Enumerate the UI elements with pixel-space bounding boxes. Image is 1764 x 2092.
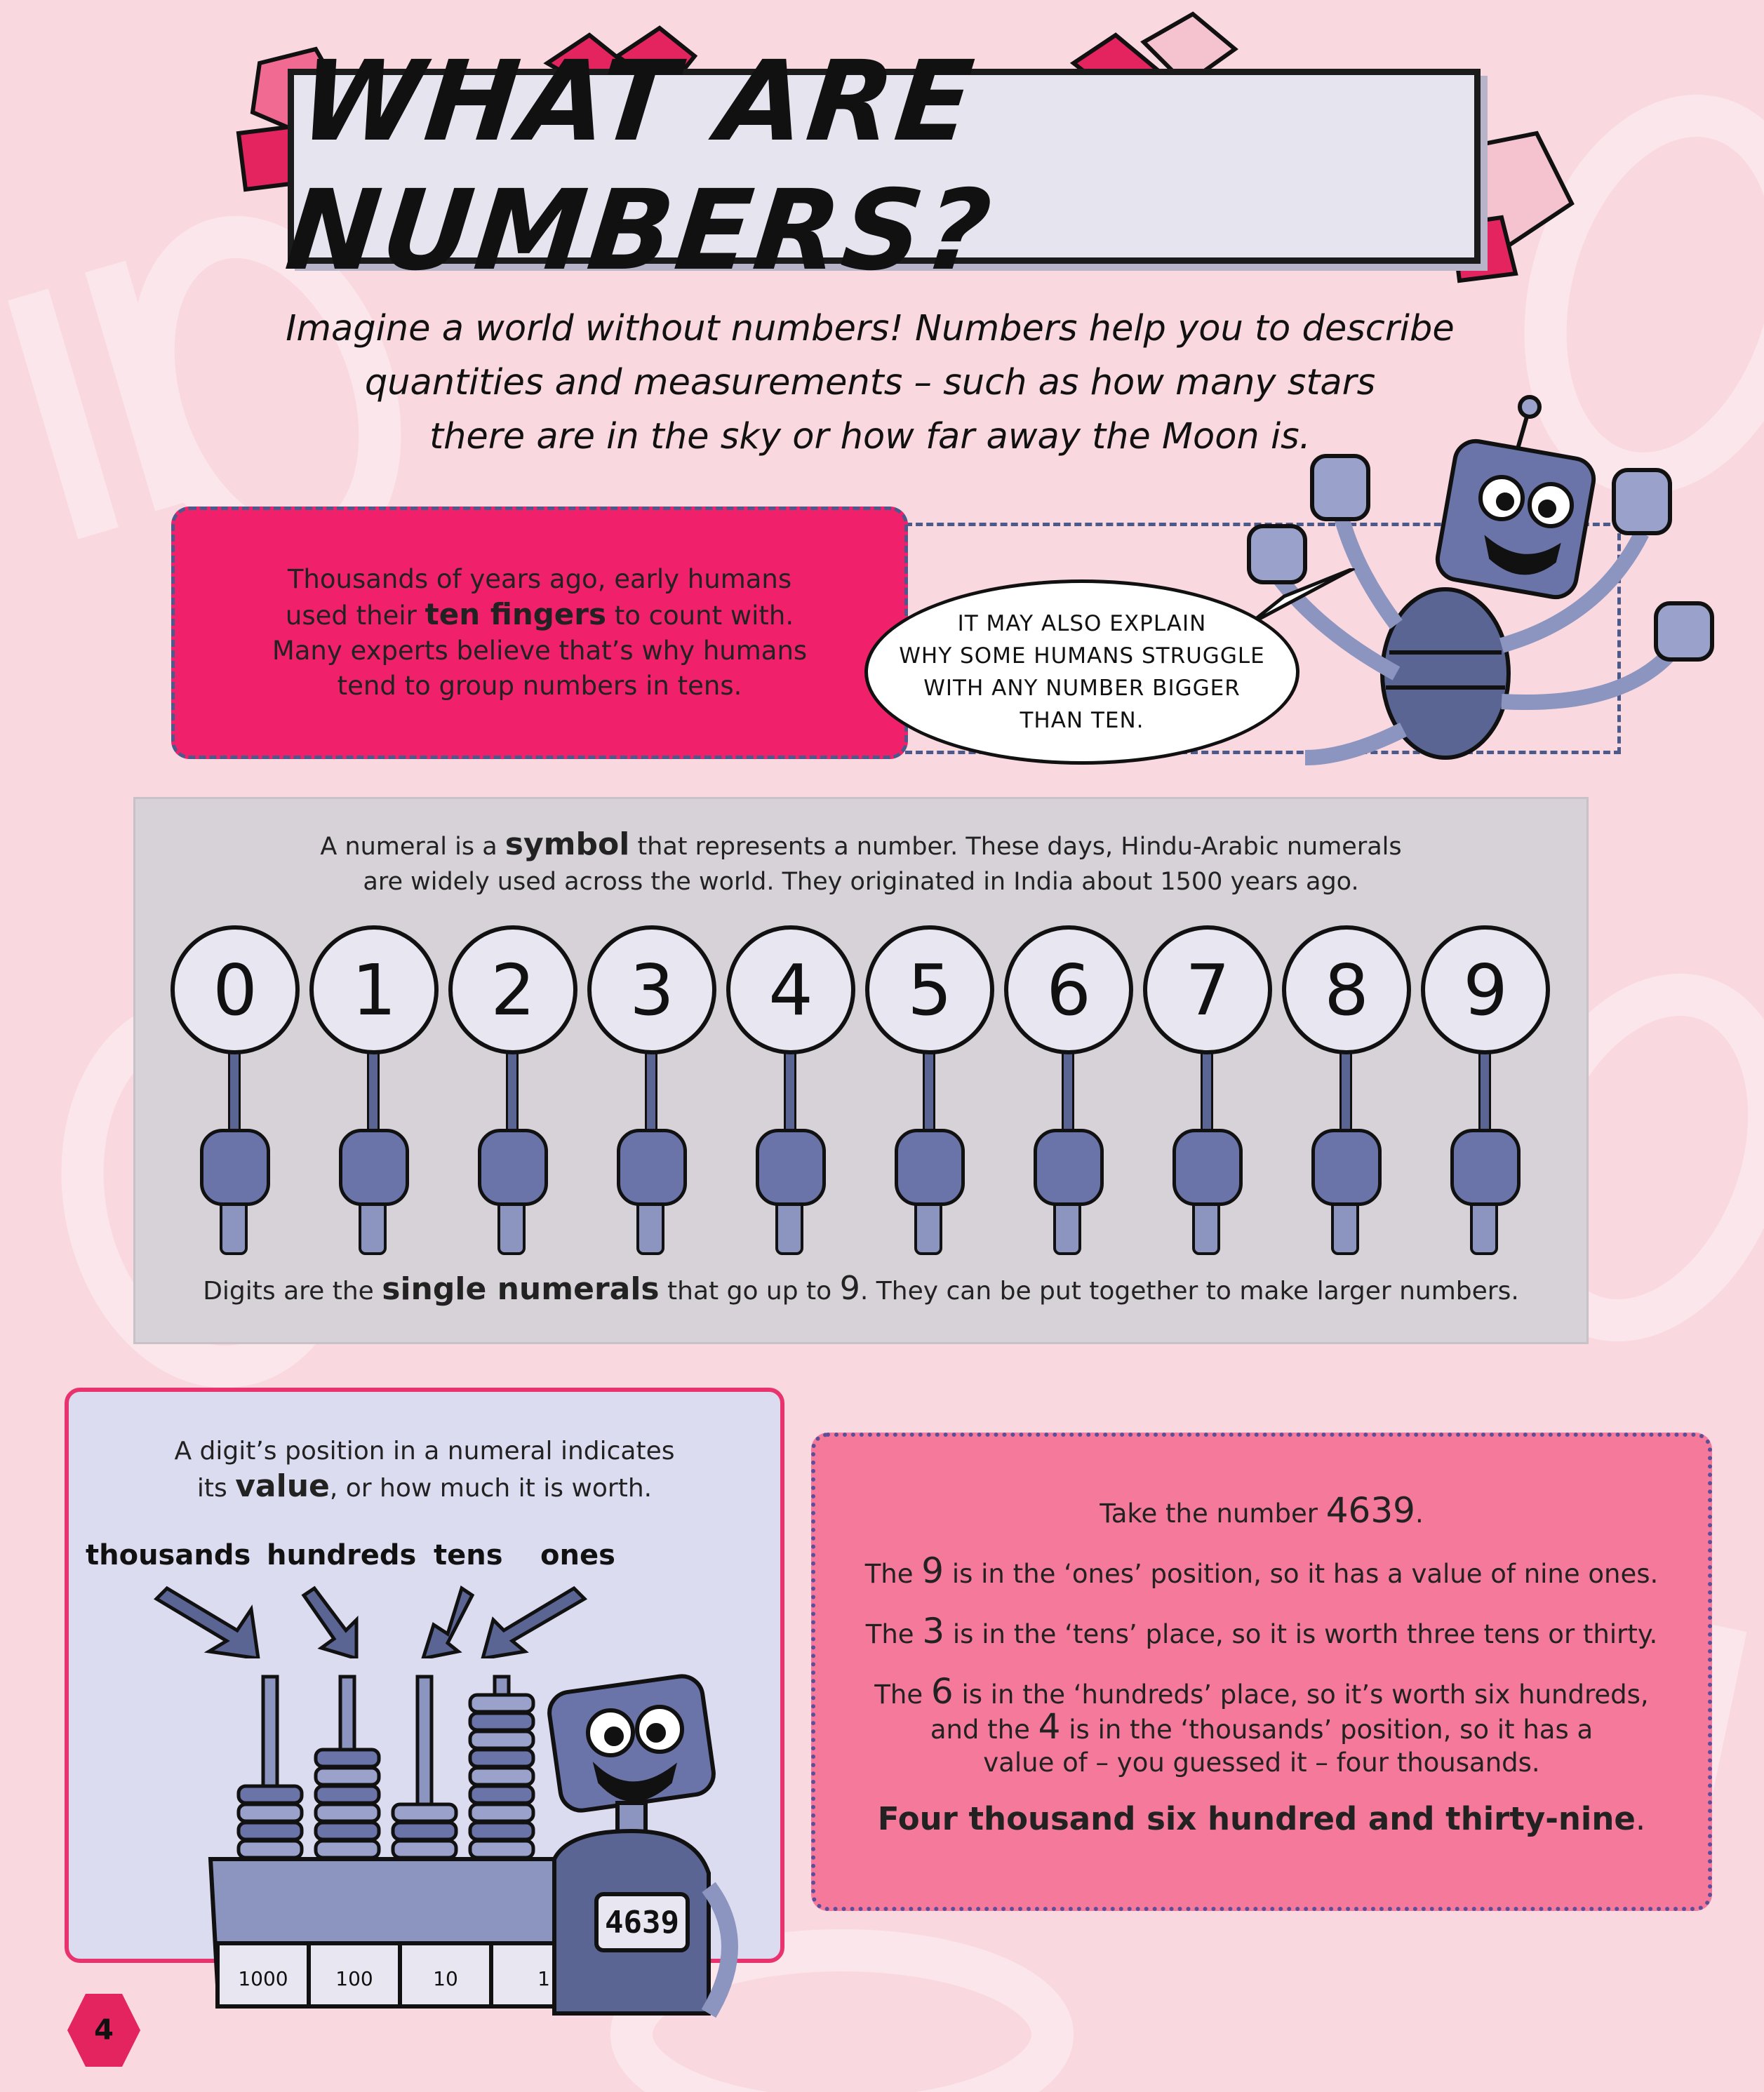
number-in-words: Four thousand six hundred and thirty-nine xyxy=(877,1800,1636,1837)
single-numerals-emphasis: single numerals xyxy=(382,1271,660,1307)
fingers-box xyxy=(171,507,908,759)
intro-line: Imagine a world without numbers! Numbers help you to describe xyxy=(286,308,1455,349)
abacus-bead xyxy=(316,1750,379,1766)
abacus-bead xyxy=(470,1768,533,1785)
arrow-thousands-icon xyxy=(156,1588,258,1658)
label-ones: ones xyxy=(540,1539,615,1571)
label-thousands: thousands xyxy=(86,1539,251,1571)
fingers-text: used their xyxy=(285,601,425,631)
example-line-4 xyxy=(815,1671,1708,1712)
robot-hand-icon xyxy=(339,1129,409,1206)
abacus-bead xyxy=(470,1786,533,1803)
robot-hand-icon xyxy=(1450,1129,1521,1206)
abacus-label-1: 1 xyxy=(537,1967,550,1990)
fingers-line xyxy=(272,597,807,633)
pointer-arrows xyxy=(69,1581,780,1658)
robot-hand-icon xyxy=(1034,1129,1104,1206)
example-text: Take the number xyxy=(1100,1498,1326,1529)
example-text: is in the ‘thousands’ position, so it has a xyxy=(1060,1715,1593,1745)
title-banner xyxy=(280,37,1481,295)
example-text: . xyxy=(1415,1498,1424,1529)
arrow-ones-icon xyxy=(483,1588,584,1658)
robot-hand-icon xyxy=(200,1129,270,1206)
abacus-bead xyxy=(470,1731,533,1748)
digit-disc: 9 xyxy=(1421,925,1550,1054)
example-text: The xyxy=(864,1559,922,1589)
abacus-bead xyxy=(470,1750,533,1766)
example-digit: 9 xyxy=(921,1550,944,1591)
abacus-bead xyxy=(239,1804,302,1821)
digits-text: . They can be put together to make larger numbers. xyxy=(860,1277,1519,1306)
digit-nine: 9 xyxy=(839,1269,860,1307)
example-number: 4639 xyxy=(1325,1490,1415,1531)
bubble-line: IT MAY ALSO EXPLAIN xyxy=(957,611,1207,636)
abacus-label-100: 100 xyxy=(335,1967,373,1990)
abacus-bead xyxy=(239,1823,302,1839)
example-text: and the xyxy=(930,1715,1038,1745)
place-value-text: , or how much it is worth. xyxy=(329,1474,653,1503)
example-text: . xyxy=(1635,1800,1646,1837)
bubble-line: THAN TEN. xyxy=(1020,708,1144,733)
digit-disc: 0 xyxy=(171,925,300,1054)
abacus-bead xyxy=(470,1713,533,1730)
example-text: is in the ‘ones’ position, so it has a value of nine ones. xyxy=(944,1559,1659,1589)
digits-explanation xyxy=(135,1270,1586,1309)
page-number: 4 xyxy=(94,2014,114,2046)
abacus-bead xyxy=(393,1823,456,1839)
robot-hand-icon xyxy=(478,1129,548,1206)
place-value-intro xyxy=(69,1434,780,1506)
abacus-bead xyxy=(316,1786,379,1803)
robot-hand-icon xyxy=(895,1129,965,1206)
example-conclusion xyxy=(815,1802,1708,1837)
numeral-line: are widely used across the world. They originated in India about 1500 years ago. xyxy=(363,868,1359,896)
abacus-bead xyxy=(239,1841,302,1858)
label-tens: tens xyxy=(434,1539,503,1571)
numeral-line xyxy=(135,827,1586,864)
bubble-line: WHY SOME HUMANS STRUGGLE xyxy=(899,643,1265,669)
numeral-definition xyxy=(135,827,1586,899)
digit-sign xyxy=(441,925,582,1255)
example-digit: 4 xyxy=(1038,1706,1061,1747)
digit-sign xyxy=(858,925,998,1255)
digit-sign xyxy=(580,925,721,1255)
example-line-5 xyxy=(815,1706,1708,1748)
intro-line: there are in the sky or how far away the Moon is. xyxy=(429,416,1311,457)
digit-sign xyxy=(1136,925,1276,1255)
arrow-tens-icon xyxy=(423,1588,472,1658)
fingers-line: Thousands of years ago, early humans xyxy=(287,564,792,594)
example-text: The xyxy=(874,1679,931,1710)
bubble-line: WITH ANY NUMBER BIGGER xyxy=(923,676,1241,701)
abacus-bead xyxy=(239,1786,302,1803)
example-text: is in the ‘tens’ place, so it is worth three tens or thirty. xyxy=(944,1619,1658,1649)
page-title: WHAT ARE NUMBERS? xyxy=(280,37,1000,295)
place-value-text: its xyxy=(196,1474,236,1503)
digit-disc: 5 xyxy=(865,925,994,1054)
robot-display-value: 4639 xyxy=(605,1905,679,1940)
robot-hand-icon xyxy=(1311,1129,1382,1206)
abacus-bead xyxy=(470,1823,533,1839)
digit-disc: 7 xyxy=(1143,925,1272,1054)
digit-disc: 8 xyxy=(1282,925,1411,1054)
digit-sign xyxy=(1414,925,1554,1255)
example-digit: 6 xyxy=(930,1671,954,1712)
example-line-3 xyxy=(815,1611,1708,1652)
digit-signs-row xyxy=(135,925,1591,1255)
robot-hand-icon xyxy=(617,1129,687,1206)
numeral-text: A numeral is a xyxy=(320,833,505,861)
digit-disc: 6 xyxy=(1004,925,1133,1054)
digit-sign xyxy=(1275,925,1415,1255)
abacus-bead xyxy=(316,1823,379,1839)
abacus-bead xyxy=(393,1804,456,1821)
numerals-panel xyxy=(133,797,1589,1344)
example-text: is in the ‘hundreds’ place, so it’s worth six hundreds, xyxy=(953,1679,1649,1710)
ten-fingers-emphasis: ten fingers xyxy=(425,597,607,631)
digit-sign xyxy=(997,925,1137,1255)
example-text: The xyxy=(865,1619,923,1649)
fingers-line: Many experts believe that’s why humans xyxy=(272,636,808,666)
example-line-6: value of – you guessed it – four thousands. xyxy=(983,1748,1540,1778)
digit-disc: 1 xyxy=(309,925,439,1054)
robot-hand-icon xyxy=(756,1129,826,1206)
abacus-bead xyxy=(470,1804,533,1821)
example-line-1 xyxy=(815,1490,1708,1531)
intro-line: quantities and measurements – such as how many stars xyxy=(364,362,1376,403)
symbol-emphasis: symbol xyxy=(505,826,630,862)
abacus-bead xyxy=(316,1804,379,1821)
example-box xyxy=(811,1433,1712,1911)
digits-text: Digits are the xyxy=(203,1277,382,1306)
page-number-badge xyxy=(65,1991,143,2070)
digit-sign xyxy=(302,925,443,1255)
place-value-line xyxy=(69,1469,780,1506)
label-hundreds: hundreds xyxy=(267,1539,417,1571)
speech-bubble xyxy=(864,579,1299,765)
digit-disc: 4 xyxy=(726,925,855,1054)
example-line-2 xyxy=(815,1550,1708,1592)
example-digit: 3 xyxy=(922,1611,945,1651)
value-emphasis: value xyxy=(235,1468,330,1504)
digit-sign xyxy=(163,925,304,1255)
abacus-label-10: 10 xyxy=(433,1967,458,1990)
fingers-line: tend to group numbers in tens. xyxy=(337,671,742,701)
abacus-illustration xyxy=(203,1649,765,2049)
robot-hand-icon xyxy=(1172,1129,1243,1206)
digits-text: that go up to xyxy=(659,1277,840,1306)
abacus-bead xyxy=(393,1841,456,1858)
abacus-bead xyxy=(316,1841,379,1858)
digit-disc: 3 xyxy=(587,925,716,1054)
digit-disc: 2 xyxy=(448,925,577,1054)
abacus-bead xyxy=(470,1841,533,1858)
abacus-bead xyxy=(316,1768,379,1785)
place-value-line: A digit’s position in a numeral indicates xyxy=(174,1437,675,1466)
digit-sign xyxy=(719,925,860,1255)
fingers-text: to count with. xyxy=(606,601,794,631)
abacus-bead xyxy=(470,1695,533,1712)
abacus-label-1000: 1000 xyxy=(238,1967,288,1990)
arrow-hundreds-icon xyxy=(304,1588,356,1658)
numeral-text: that represents a number. These days, Hindu-Arabic numerals xyxy=(629,833,1402,861)
